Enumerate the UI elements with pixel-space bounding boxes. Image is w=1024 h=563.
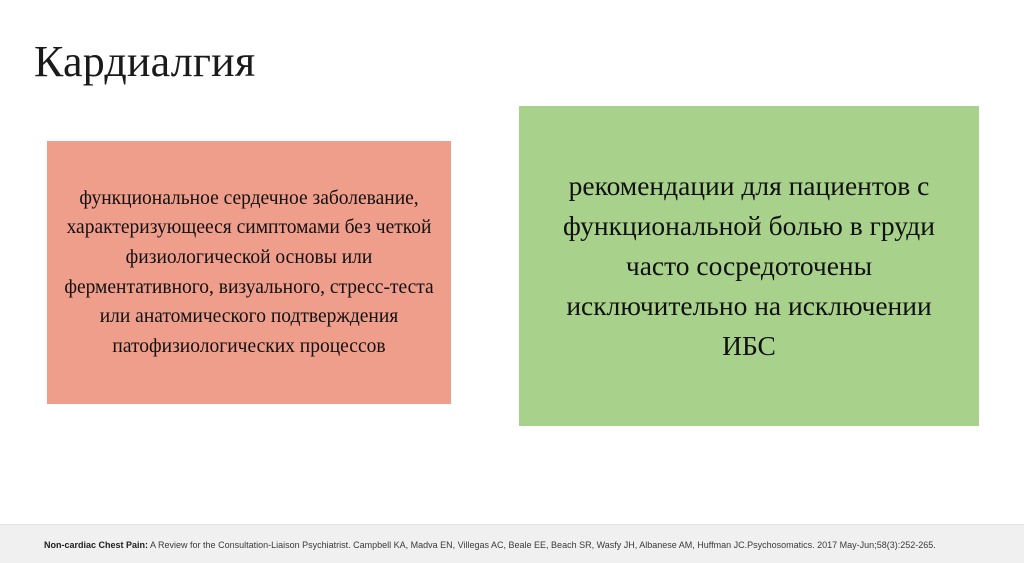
citation-title: Non-cardiac Chest Pain: [44, 540, 149, 551]
recommendation-card-text: рекомендации для пациентов с функциональной болью в груди часто сосредоточены исключительно на исключении ИБС [563, 170, 935, 361]
slide-top-edge [0, 0, 1024, 2]
page-title: Кардиалгия [34, 37, 256, 87]
citation-details: A Review for the Consultation-Liaison Psychiatrist. Campbell KA, Madva EN, Villegas AC, Beale EE, Beach SR, Wasfy JH, Albanese AM, Huffman JC.Psychosomatics. 2017 May-Jun;58(3):252-265. [148, 540, 936, 551]
citation-reference [44, 540, 984, 551]
recommendation-card [519, 106, 979, 426]
definition-card [47, 141, 451, 404]
definition-card-text: функциональное сердечное заболевание, характеризующееся симптомами без четкой физиологической основы или ферментативного, визуального, стресс-теста или анатомического подтверждения патофизиологических процессов [64, 187, 434, 357]
